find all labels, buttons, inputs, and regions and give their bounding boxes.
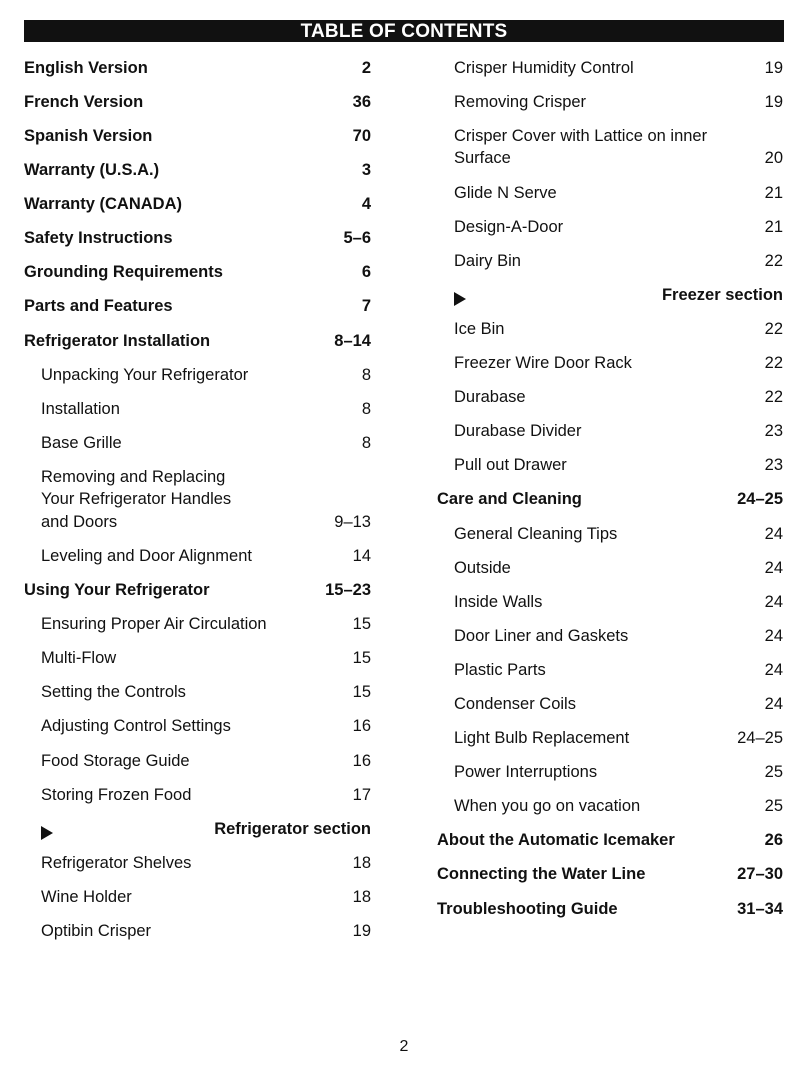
toc-entry-title: Optibin Crisper [41, 922, 152, 941]
toc-entry [24, 51, 371, 85]
toc-entry-page: 8 [361, 399, 371, 418]
toc-entry [24, 153, 371, 187]
toc-entry-page: 2 [361, 58, 371, 77]
toc-entry-page: 21 [764, 217, 783, 236]
toc-entry [437, 51, 783, 85]
toc-entry-page: 31–34 [737, 899, 783, 918]
toc-entry-page: 17 [352, 785, 371, 804]
toc-entry [437, 414, 783, 448]
toc-entry-page: 24 [764, 660, 783, 679]
toc-entry-title: Durabase [454, 388, 526, 407]
toc-entry-page: 24 [764, 592, 783, 611]
toc-entry-page: 24 [764, 694, 783, 713]
toc-entry-page: 15 [352, 649, 371, 668]
toc-entry-page: 4 [361, 195, 371, 214]
toc-entry-title: Condenser Coils [454, 694, 576, 713]
toc-entry [437, 824, 783, 858]
toc-entry-page: 24–25 [737, 729, 783, 748]
toc-left-column [24, 51, 371, 948]
toc-entry-page: 21 [764, 183, 783, 202]
toc-entry-page: 25 [764, 763, 783, 782]
toc-entry-title: Warranty (U.S.A.) [24, 161, 160, 180]
toc-entry-page: 36 [352, 92, 371, 111]
toc-entry [437, 483, 783, 517]
toc-entry-title: Multi-Flow [41, 649, 117, 668]
toc-entry-page: 23 [764, 456, 783, 475]
toc-entry-page: 15 [352, 683, 371, 702]
toc-entry-page: 24–25 [737, 490, 783, 509]
toc-entry-page: 19 [764, 92, 783, 111]
page-number: 2 [399, 1038, 409, 1055]
toc-entry-page: 18 [352, 887, 371, 906]
toc-entry-page: 22 [764, 388, 783, 407]
toc-entry-title: When you go on vacation [454, 797, 641, 816]
toc-entry-page: 19 [764, 58, 783, 77]
toc-entry-title: Installation [41, 399, 120, 418]
toc-entry [437, 380, 783, 414]
toc-right-column [437, 51, 783, 926]
toc-entry-page: 6 [361, 263, 371, 282]
toc-entry-title: Warranty (CANADA) [24, 195, 182, 214]
toc-entry-title: Using Your Refrigerator [24, 581, 210, 600]
toc-entry [24, 392, 371, 426]
toc-entry-title: Parts and Features [24, 297, 173, 316]
toc-section-heading [437, 278, 783, 312]
toc-entry-title: Refrigerator Shelves [41, 853, 192, 872]
toc-entry-title: Connecting the Water Line [437, 865, 646, 884]
toc-entry [437, 585, 783, 619]
toc-entry [24, 221, 371, 255]
toc-entry-title: Ensuring Proper Air Circulation [41, 615, 267, 634]
toc-entry-title: Outside [454, 558, 511, 577]
toc-entry-page: 8 [361, 365, 371, 384]
toc-entry-title: General Cleaning Tips [454, 524, 618, 543]
toc-entry [437, 755, 783, 789]
toc-entry-title: Base Grille [41, 433, 122, 452]
toc-entry-page: 22 [764, 319, 783, 338]
toc-entry [437, 858, 783, 892]
toc-entry [24, 426, 371, 460]
toc-entry-title: Light Bulb Replacement [454, 729, 630, 748]
toc-entry-title: Durabase Divider [454, 422, 582, 441]
toc-entry-page: 18 [352, 853, 371, 872]
toc-entry [24, 607, 371, 641]
toc-entry-title: Freezer section [661, 285, 783, 304]
toc-entry-title: Spanish Version [24, 126, 153, 145]
toc-entry-title: Adjusting Control Settings [41, 717, 231, 736]
toc-entry-title: Refrigerator Installation [24, 331, 211, 350]
toc-entry-title: Removing Crisper [454, 92, 587, 111]
toc-entry [24, 573, 371, 607]
toc-entry [437, 687, 783, 721]
toc-entry-title: Storing Frozen Food [41, 785, 192, 804]
toc-entry-title: English Version [24, 58, 148, 77]
toc-entry-page: 23 [764, 422, 783, 441]
toc-entry [24, 642, 371, 676]
toc-entry [24, 85, 371, 119]
toc-entry-title: Inside Walls [454, 592, 543, 611]
toc-entry-title: Ice Bin [454, 319, 505, 338]
toc-entry [24, 778, 371, 812]
toc-entry [24, 290, 371, 324]
toc-entry-title: Crisper Cover with Lattice on inner Surface [454, 126, 708, 168]
toc-entry-page: 70 [352, 126, 371, 145]
toc-entry-page: 9–13 [334, 512, 371, 531]
toc-entry-title: Safety Instructions [24, 229, 173, 248]
toc-entry-title: Glide N Serve [454, 183, 557, 202]
toc-entry [437, 85, 783, 119]
toc-entry-title: Crisper Humidity Control [454, 58, 634, 77]
toc-section-heading [24, 812, 371, 846]
toc-entry-page: 8 [361, 433, 371, 452]
toc-entry-page: 8–14 [334, 331, 371, 350]
toc-entry-title: Troubleshooting Guide [437, 899, 618, 918]
toc-entry [24, 710, 371, 744]
toc-title: TABLE OF CONTENTS [24, 20, 784, 42]
toc-entry-title: Care and Cleaning [437, 490, 582, 509]
toc-entry-title: Setting the Controls [41, 683, 186, 702]
triangle-bullet-icon [454, 292, 466, 306]
toc-entry [24, 744, 371, 778]
toc-entry-title: Freezer Wire Door Rack [454, 354, 632, 373]
toc-entry-page: 22 [764, 354, 783, 373]
toc-entry [437, 210, 783, 244]
toc-entry-title: Door Liner and Gaskets [454, 626, 629, 645]
toc-entry-page: 24 [764, 558, 783, 577]
toc-entry [24, 324, 371, 358]
toc-entry [24, 846, 371, 880]
toc-entry [24, 914, 371, 948]
toc-entry [24, 358, 371, 392]
toc-entry [437, 449, 783, 483]
triangle-bullet-icon [41, 826, 53, 840]
toc-entry-title: Pull out Drawer [454, 456, 567, 475]
toc-entry-page: 15–23 [325, 581, 371, 600]
toc-entry-page: 24 [764, 626, 783, 645]
toc-entry-title: Power Interruptions [454, 763, 598, 782]
toc-entry [24, 119, 371, 153]
toc-entry [24, 676, 371, 710]
toc-entry-title: Grounding Requirements [24, 263, 223, 282]
toc-entry-page: 3 [361, 161, 371, 180]
toc-entry-title: Refrigerator section [214, 819, 371, 838]
toc-entry-page: 20 [764, 149, 783, 168]
toc-entry-page: 14 [352, 547, 371, 566]
toc-entry [437, 312, 783, 346]
toc-entry-title: Food Storage Guide [41, 751, 190, 770]
toc-entry-page: 7 [361, 297, 371, 316]
toc-entry [437, 176, 783, 210]
toc-entry [24, 187, 371, 221]
toc-entry-page: 27–30 [737, 865, 783, 884]
toc-entry [437, 551, 783, 585]
toc-entry [437, 119, 783, 176]
toc-entry-page: 16 [352, 717, 371, 736]
toc-entry-page: 22 [764, 251, 783, 270]
toc-entry-title: French Version [24, 92, 144, 111]
toc-entry-title: Dairy Bin [454, 251, 521, 270]
toc-entry-title: About the Automatic Icemaker [437, 831, 675, 850]
toc-entry-page: 16 [352, 751, 371, 770]
toc-entry-title: Design-A-Door [454, 217, 564, 236]
toc-entry-page: 25 [764, 797, 783, 816]
toc-entry-page: 26 [764, 831, 783, 850]
toc-entry [24, 539, 371, 573]
toc-entry [437, 244, 783, 278]
toc-entry [24, 880, 371, 914]
toc-entry-page: 24 [764, 524, 783, 543]
toc-entry-title: Removing and Replacing Your Refrigerator Handles and Doors [41, 467, 232, 531]
toc-entry [24, 460, 371, 539]
toc-entry [437, 892, 783, 926]
toc-entry [437, 789, 783, 823]
toc-entry-title: Wine Holder [41, 887, 132, 906]
toc-entry [24, 256, 371, 290]
toc-entry-title: Leveling and Door Alignment [41, 547, 252, 566]
toc-entry [437, 619, 783, 653]
toc-entry [437, 653, 783, 687]
toc-entry-title: Unpacking Your Refrigerator [41, 365, 249, 384]
toc-entry-page: 19 [352, 922, 371, 941]
toc-entry [437, 721, 783, 755]
toc-entry-page: 5–6 [343, 229, 371, 248]
toc-entry [437, 346, 783, 380]
toc-entry [437, 517, 783, 551]
toc-entry-page: 15 [352, 615, 371, 634]
toc-entry-title: Plastic Parts [454, 660, 546, 679]
